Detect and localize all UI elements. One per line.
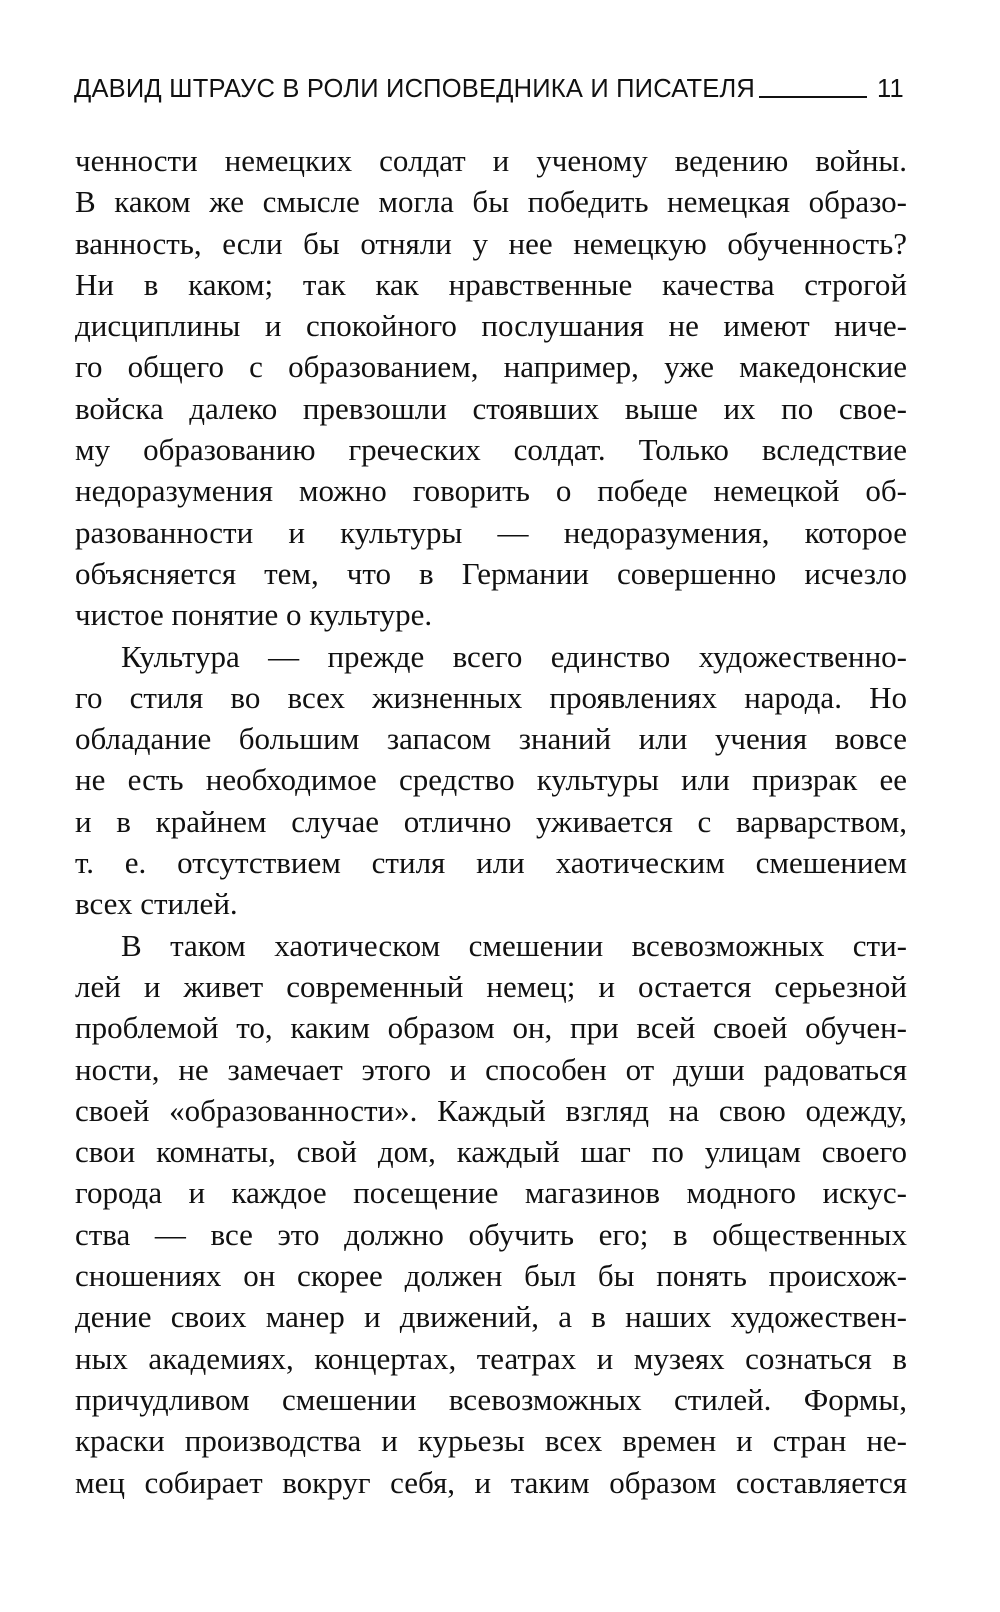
body-text xyxy=(75,140,907,1503)
text-line: В таком хаотическом смешении всевозможных сти- xyxy=(121,927,907,963)
text-line: ства — все это должно обучить его; в общественных xyxy=(75,1216,907,1252)
text-line: обладание большим запасом знаний или учения вовсе xyxy=(75,721,907,757)
text-line: войска далеко превзошли стоявших выше их по свое- xyxy=(75,390,907,426)
text-line: ванность, если бы отняли у нее немецкую обученность? xyxy=(75,225,907,261)
text-line: ных академиях, концертах, театрах и музеях сознаться в xyxy=(75,1340,907,1376)
text-line: му образованию греческих солдат. Только вследствие xyxy=(75,432,907,468)
page-number: 11 xyxy=(877,75,904,103)
text-line: т. е. отсутствием стиля или хаотическим смешением xyxy=(75,845,907,881)
text-line: чистое понятие о культуре. xyxy=(75,597,433,633)
running-head xyxy=(74,66,914,104)
text-line: сношениях он скорее должен был бы понять происхож- xyxy=(75,1258,907,1294)
text-line: мец собирает вокруг себя, и таким образом составляется xyxy=(75,1464,907,1500)
text-line: объясняется тем, что в Германии совершенно исчезло xyxy=(75,555,907,591)
text-line: своей «образованности». Каждый взгляд на свою одежду, xyxy=(75,1092,907,1128)
text-line: В каком же смысле могла бы победить немецкая образо- xyxy=(75,184,907,220)
text-line: ности, не замечает этого и способен от души радоваться xyxy=(75,1051,907,1087)
text-line: дисциплины и спокойного послушания не имеют ниче- xyxy=(75,308,907,344)
running-head-rule xyxy=(759,96,867,98)
text-line: го общего с образованием, например, уже македонские xyxy=(75,349,907,385)
text-line: Культура — прежде всего единство художественно- xyxy=(121,638,907,674)
text-line: Ни в каком; так как нравственные качества строгой xyxy=(75,266,907,302)
text-line: краски производства и курьезы всех времен и стран не- xyxy=(75,1423,907,1459)
running-head-title: ДАВИД ШТРАУС В РОЛИ ИСПОВЕДНИКА И ПИСАТЕЛЯ xyxy=(74,75,755,103)
text-line: лей и живет современный немец; и остается серьезной xyxy=(75,968,907,1004)
text-line: и в крайнем случае отлично уживается с варварством, xyxy=(75,803,907,839)
text-line: дение своих манер и движений, а в наших художествен- xyxy=(75,1299,907,1335)
text-line: недоразумения можно говорить о победе немецкой об- xyxy=(75,473,907,509)
text-line: разованности и культуры — недоразумения, которое xyxy=(75,514,907,550)
text-line: проблемой то, каким образом он, при всей своей обучен- xyxy=(75,1010,907,1046)
text-line: всех стилей. xyxy=(75,886,238,922)
text-line: не есть необходимое средство культуры или призрак ее xyxy=(75,762,907,798)
text-line: ченности немецких солдат и ученому ведению войны. xyxy=(75,143,907,178)
text-line: города и каждое посещение магазинов модного искус- xyxy=(75,1175,907,1211)
text-line: свои комнаты, свой дом, каждый шаг по улицам своего xyxy=(75,1134,907,1170)
text-line: причудливом смешении всевозможных стилей. Формы, xyxy=(75,1381,907,1417)
text-line: го стиля во всех жизненных проявлениях народа. Но xyxy=(75,679,907,715)
